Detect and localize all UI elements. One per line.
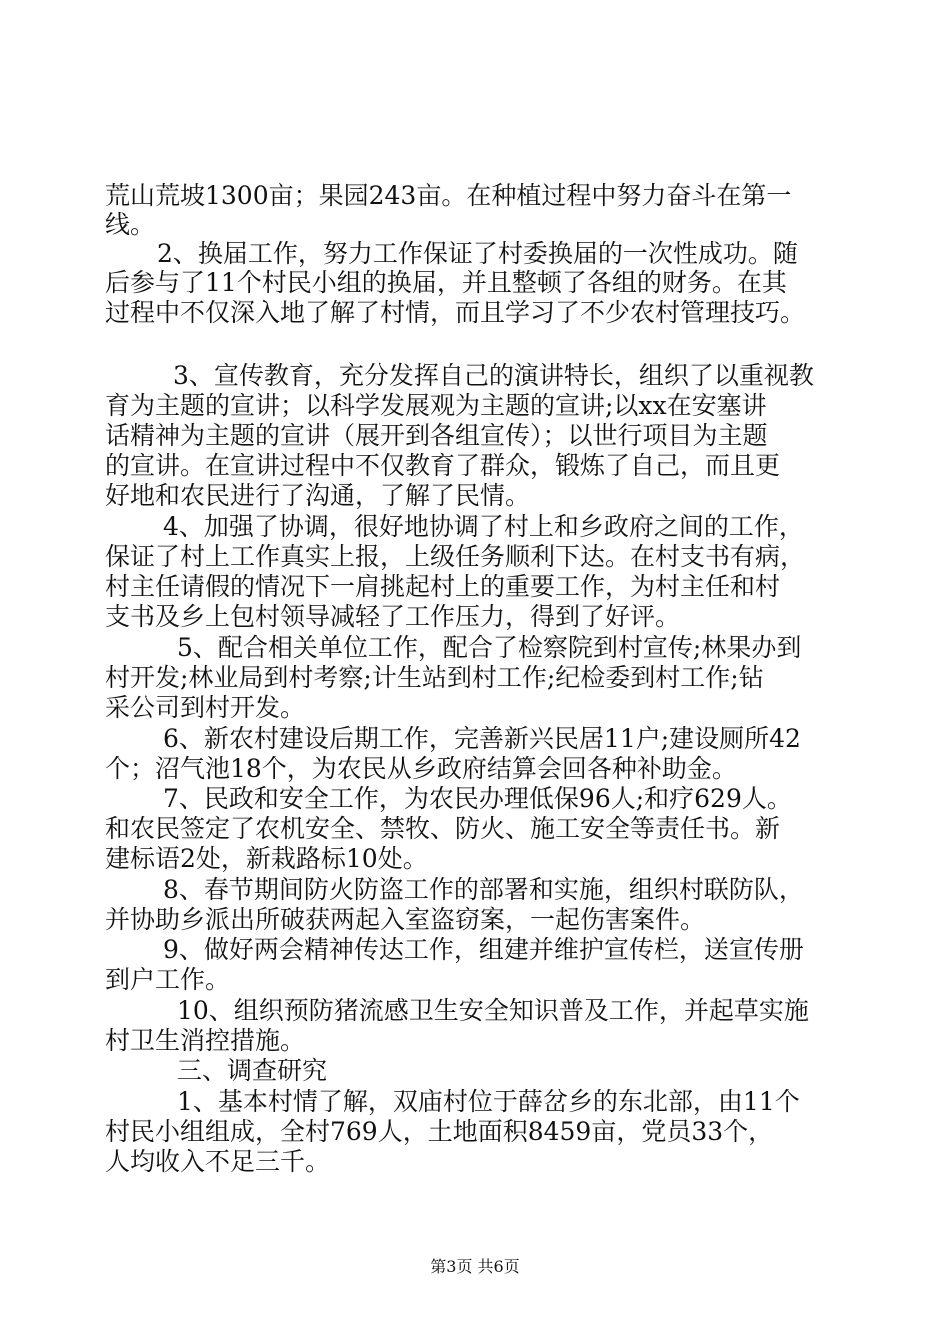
text-line: 4、加强了协调，很好地协调了村上和乡政府之间的工作， <box>163 512 804 541</box>
text-line: 村卫生消控措施。 <box>105 1026 306 1055</box>
text-line: 话精神为主题的宣讲（展开到各组宣传）；以世行项目为主题 <box>105 421 768 450</box>
text-line: 7、民政和安全工作，为农民办理低保96人;和疗629人。 <box>163 784 792 813</box>
text-line: 3、宣传教育，充分发挥自己的演讲特长，组织了以重视教 <box>173 361 814 390</box>
text-line: 1、基本村情了解，双庙村位于薛岔乡的东北部，由11个 <box>177 1087 800 1116</box>
text-line: 6、新农村建设后期工作，完善新兴民居11户;建设厕所42 <box>163 724 801 753</box>
text-line: 5、配合相关单位工作，配合了检察院到村宣传;林果办到 <box>177 633 802 662</box>
text-line: 人均收入不足三千。 <box>105 1147 331 1176</box>
text-line: 支书及乡上包村领导减轻了工作压力，得到了好评。 <box>105 602 681 631</box>
text-line: 2、换届工作，努力工作保证了村委换届的一次性成功。随 <box>157 239 798 268</box>
text-line: 并协助乡派出所破获两起入室盗窃案，一起伤害案件。 <box>105 905 706 934</box>
text-line: 保证了村上工作真实上报，上级任务顺利下达。在村支书有病， <box>105 542 806 571</box>
text-line: 10、组织预防猪流感卫生安全知识普及工作，并起草实施 <box>177 996 809 1025</box>
section-heading: 三、调查研究 <box>177 1056 328 1085</box>
text-line: 线。 <box>105 210 156 239</box>
text-line: 建标语2处，新栽路标10处。 <box>105 844 428 873</box>
text-line: 荒山荒坡1300亩；果园243亩。在种植过程中努力奋斗在第一 <box>105 181 792 210</box>
page-footer: 第3页 共6页 <box>430 1257 520 1276</box>
text-line: 8、春节期间防火防盗工作的部署和实施，组织村联防队， <box>163 875 804 904</box>
text-line: 育为主题的宣讲；以科学发展观为主题的宣讲;以xx在安塞讲 <box>105 391 767 420</box>
text-line: 村民小组组成，全村769人，土地面积8459亩，党员33个， <box>105 1117 774 1146</box>
text-line: 村主任请假的情况下一肩挑起村上的重要工作，为村主任和村 <box>105 572 781 601</box>
text-line: 的宣讲。在宣讲过程中不仅教育了群众，锻炼了自己，而且更 <box>105 451 781 480</box>
text-line: 村开发;林业局到村考察;计生站到村工作;纪检委到村工作;钻 <box>105 663 764 692</box>
text-line: 和农民签定了农机安全、禁牧、防火、施工安全等责任书。新 <box>105 814 781 843</box>
text-line: 好地和农民进行了沟通，了解了民情。 <box>105 481 531 510</box>
text-line: 后参与了11个村民小组的换届，并且整顿了各组的财务。在其 <box>105 268 787 297</box>
text-line: 到户工作。 <box>105 965 231 994</box>
text-line: 9、做好两会精神传达工作，组建并维护宣传栏，送宣传册 <box>163 935 804 964</box>
text-line: 个；沼气池18个，为农民从乡政府结算会回各种补助金。 <box>105 754 737 783</box>
text-line: 采公司到村开发。 <box>105 693 306 722</box>
text-line: 过程中不仅深入地了解了村情，而且学习了不少农村管理技巧。 <box>105 298 806 327</box>
